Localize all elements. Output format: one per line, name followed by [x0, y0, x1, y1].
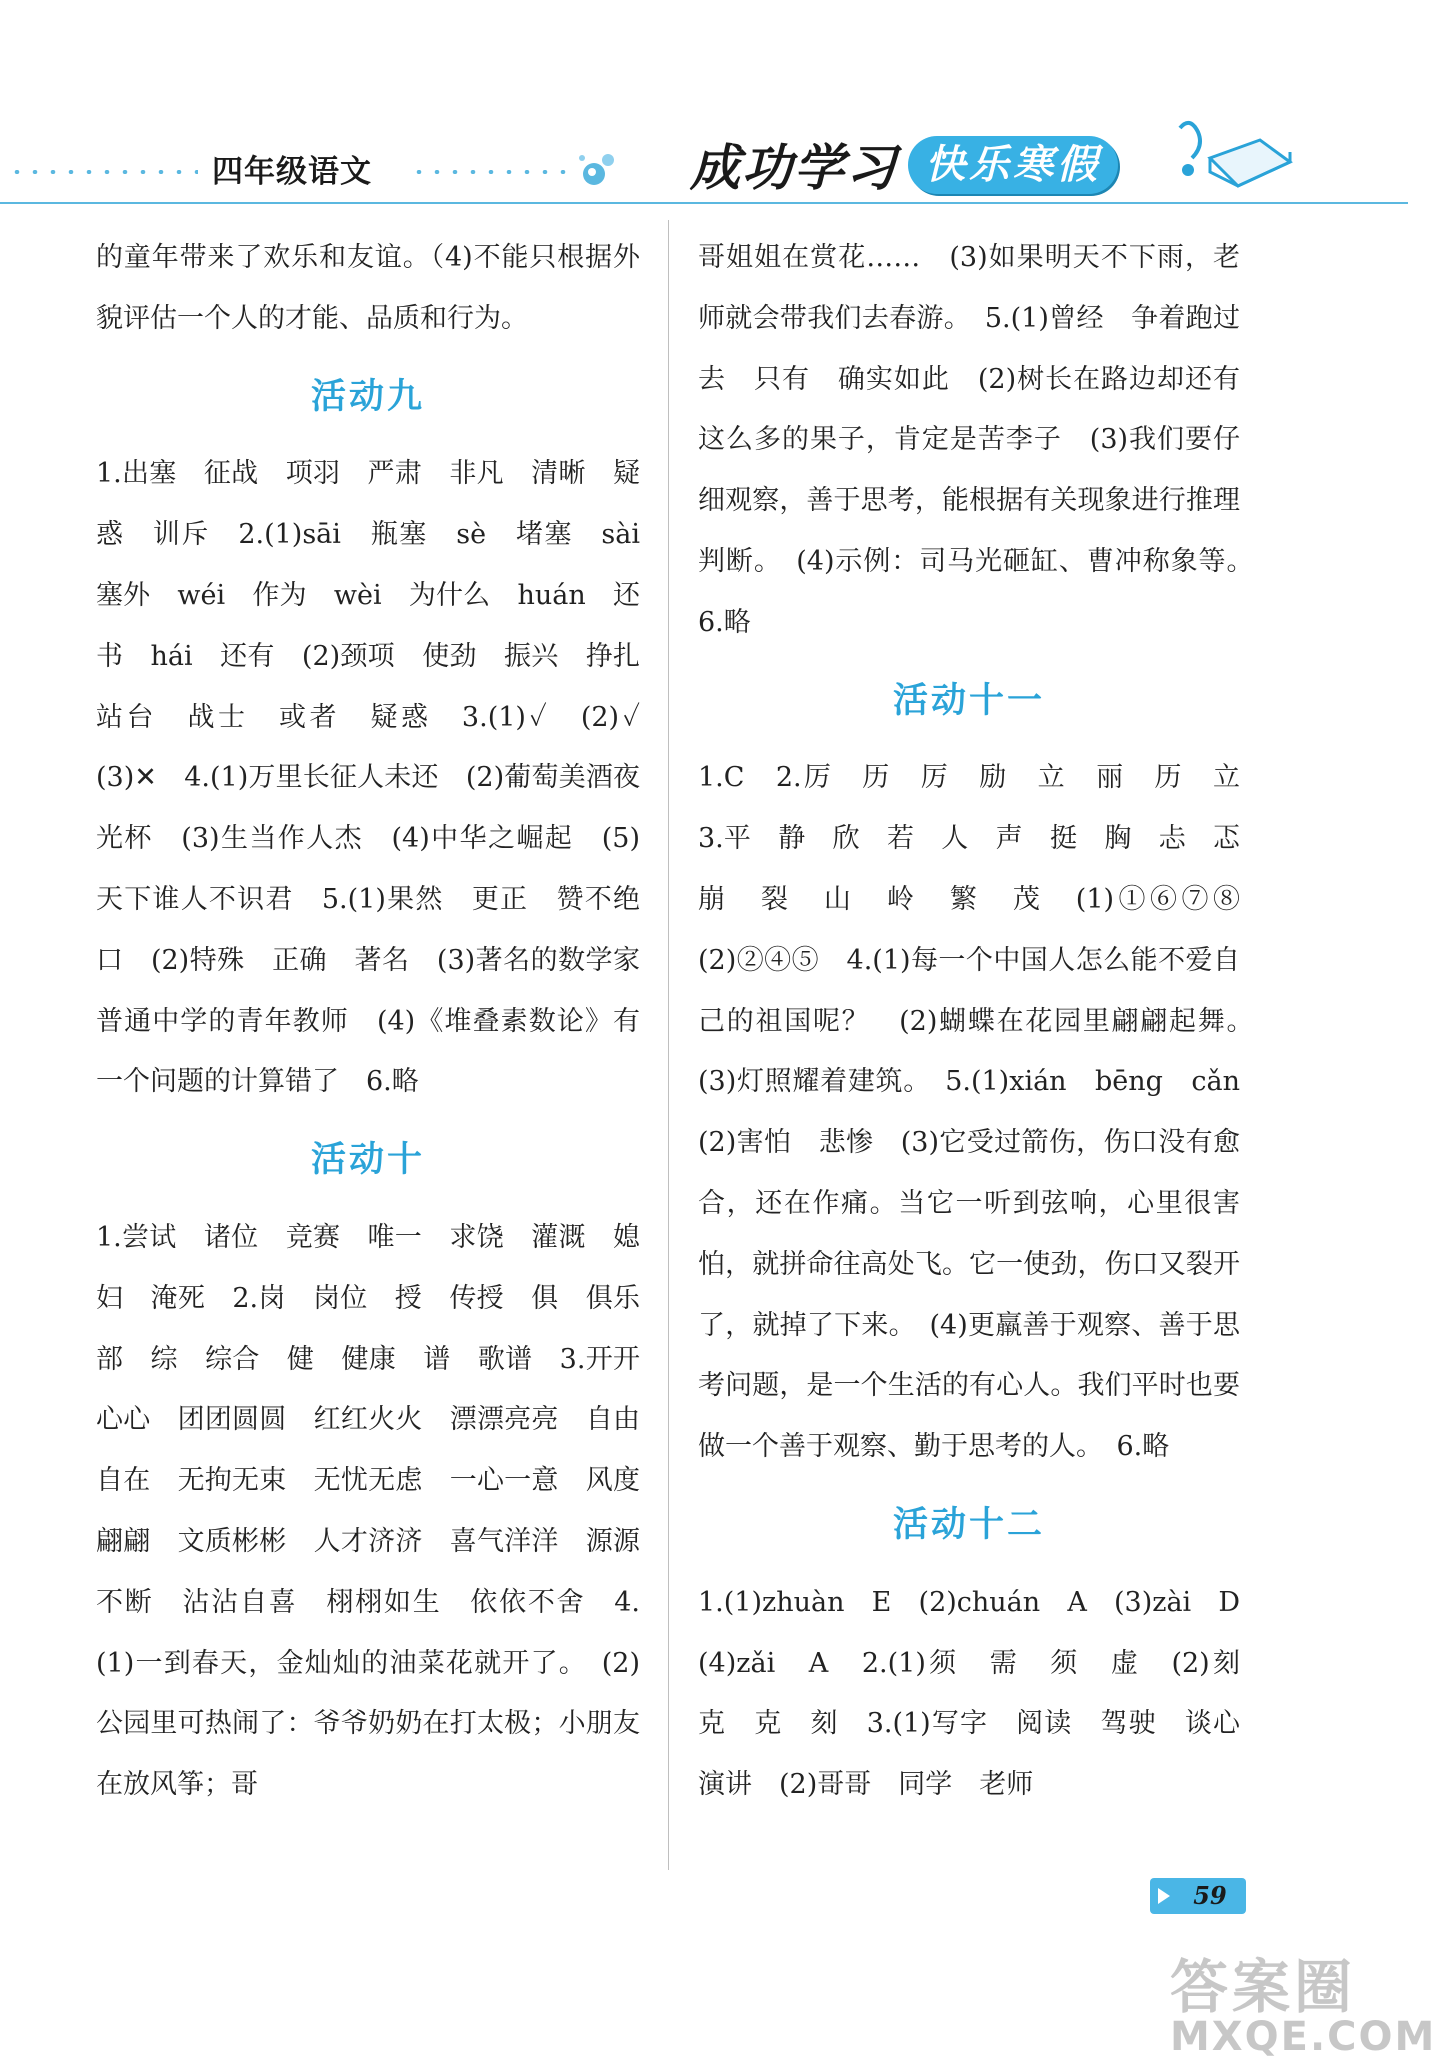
page-header — [0, 118, 1408, 208]
section-title-activity-11: 活动十一 — [892, 680, 1045, 721]
answer-text: 的童年带来了欢乐和友谊。（4)不能只根据外貌评估一个人的才能、品质和行为。 — [96, 242, 640, 334]
watermark-logo-text: 答案圈 — [1170, 1953, 1357, 2021]
play-arrow-icon — [1158, 1888, 1170, 1904]
page-number-badge — [1150, 1878, 1246, 1914]
answer-text: 1.出塞 征战 项羽 严肃 非凡 清晰 疑惑 训斥 2.(1)sāi 瓶塞 sè 堵塞 sài 塞外 wéi 作为 wèi 为什么 huán 还书 hái 还有 (2)颈项 使劲 振兴 挣扎 站台 战士 或者 疑惑 3.(1)✓ (2)✓ (3)✕ 4.(1)万里长征人未还 (2)葡萄美酒夜光杯 (3)生当作人杰 (4)中华之崛起 (5)天下谁人不识君 5.(1)果然 更正 赞不绝口 (2)特殊 正确 著名 (3)著名的数学家 普通中学的青年教师 (4)《堆叠素数论》有一个问题的计算错了 6.略 — [96, 458, 667, 1098]
section-title-activity-12: 活动十二 — [892, 1504, 1045, 1545]
answer-text: 哥姐姐在赏花…… (3)如果明天不下雨，老师就会带我们去春游。 5.(1)曾经 争着跑过去 只有 确实如此 (2)树长在路边却还有这么多的果子，肯定是苦李子 (3)我们要仔细观察，善于思考，能根据有关现象进行推理判断。 (4)示例：司马光砸缸、曹冲称象等。 6.略 — [698, 242, 1267, 638]
brand-pill: 快乐寒假 — [908, 136, 1118, 194]
bubble-icon — [576, 148, 620, 192]
answer-text: 1.(1)zhuàn E (2)chuán A (3)zài D (4)zǎi A 2.(1)须 需 须 虚 (2)刻 克 克 刻 3.(1)写字 阅读 驾驶 谈心 演讲 (2)哥哥 同学 老师 — [698, 1586, 1267, 1801]
answer-text: 1.C 2.厉 历 厉 励 立 丽 历 立 3.平 静 欣 若 人 声 挺 胸 忐 忑 崩 裂 山 岭 繁 茂 (1)①⑥⑦⑧ (2)②④⑤ 4.(1)每一个中国人怎么能不爱自己的祖国呢？ (2)蝴蝶在花园里翩翩起舞。 (3)灯照耀着建筑。 5.(1)xián bēng cǎn (2)害怕 悲惨 (3)它受过箭伤，伤口没有愈合，还在作痛。当它一听到弦响，心里很害怕，就拼命往高处飞。它一使劲，伤口又裂开了，就掉了下来。 (4)更羸善于观察、善于思考问题，是一个生活的有心人。我们平时也要做一个善于观察、勤于思考的人。 6.略 — [698, 762, 1267, 1463]
watermark-url: MXQE.COM — [1170, 2014, 1436, 2060]
decorative-book-icon — [1150, 118, 1300, 198]
column-divider — [668, 220, 669, 1870]
answer-text: 1.尝试 诸位 竞赛 唯一 求饶 灌溉 媳妇 淹死 2.岗 岗位 授 传授 俱 俱乐部 综 综合 健 健康 谱 歌谱 3.开开心心 团团圆圆 红红火火 漂漂亮亮 自由自在 无拘无束 无忧无虑 一心一意 风度翩翩 文质彬彬 人才济济 喜气洋洋 源源不断 沾沾自喜 栩栩如生 依依不舍 4.(1)一到春天，金灿灿的油菜花就开了。 (2)公园里可热闹了：爷爷奶奶在打太极；小朋友在放风筝；哥 — [96, 1221, 640, 1801]
header-rule — [0, 202, 1408, 204]
grade-subject-title: 四年级语文 — [212, 154, 372, 190]
section-title-activity-9: 活动九 — [310, 376, 425, 417]
dotted-decoration — [410, 170, 570, 174]
left-column — [96, 228, 667, 1816]
right-column — [698, 228, 1267, 1816]
dotted-decoration — [8, 170, 198, 174]
brand-title: 成功学习 — [690, 139, 898, 197]
section-title-activity-10: 活动十 — [310, 1140, 425, 1181]
watermark — [1170, 1940, 1436, 2060]
page-number: 59 — [1193, 1881, 1227, 1910]
